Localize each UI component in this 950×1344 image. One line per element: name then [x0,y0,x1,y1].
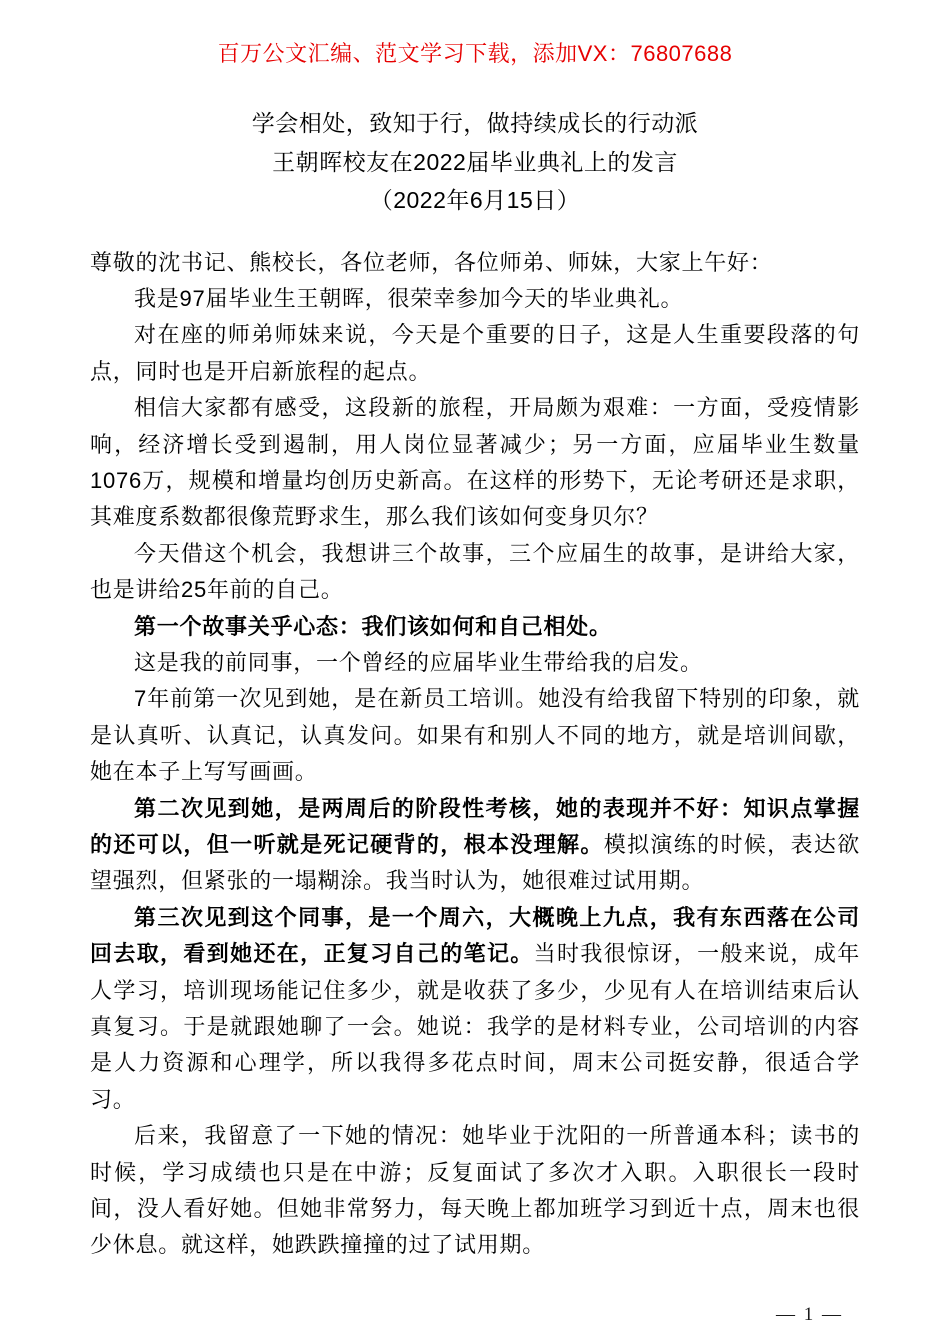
paragraph-text: 尊敬的沈书记、熊校长，各位老师，各位师弟、师妹，大家上午好： [90,249,773,275]
paragraph [90,390,860,536]
paragraph-bold-text: 第二次见到她，是两周后的阶段性考核，她的表现并不好：知识点掌握的还可以，但一听就是死记硬背的，根本没理解。 [90,795,860,857]
paragraph [90,609,860,645]
paragraph [90,791,860,900]
paragraph-text: 模拟演练的时候，表达欲望强烈，但紧张的一塌糊涂。我当时认为，她很难过试用期。 [90,832,860,894]
paragraph [90,681,860,790]
paragraph-text: 我是97届毕业生王朝晖，很荣幸参加今天的毕业典礼。 [134,285,684,311]
paragraph [90,317,860,390]
document-subtitle: 王朝晖校友在2022届毕业典礼上的发言 [272,148,678,175]
paragraph [90,245,860,281]
paragraph [90,645,860,681]
paragraph-bold-text: 第三次见到这个同事，是一个周六，大概晚上九点，我有东西落在公司回去取，看到她还在，正复习自己的笔记。 [90,904,860,967]
promo-notice: 百万公文汇编、范文学习下载，添加VX：76807688 [217,41,733,66]
document-body [90,245,860,1264]
paragraph [90,536,860,609]
page-number: — 1 — [776,1304,843,1325]
document-date: （2022年6月15日） [369,187,581,213]
paragraph-text: 当时我很惊讶，一般来说，成年人学习，培训现场能记住多少，就是收获了多少，少见有人在培训结束后认真复习。于是就跟她聊了一会。她说：我学的是材料专业，公司培训的内容是人力资源和心理学，所以我得多花点时间，周末公司挺安静，很适合学习。 [90,941,860,1112]
paragraph-text: 对在座的师弟师妹来说，今天是个重要的日子，这是人生重要段落的句点，同时也是开启新旅程的起点。 [90,322,860,384]
paragraph [90,900,860,1118]
paragraph [90,1118,860,1264]
paragraph-bold-text: 第一个故事关乎心态：我们该如何和自己相处。 [134,613,612,639]
paragraph-text: 这是我的前同事，一个曾经的应届毕业生带给我的启发。 [134,649,703,675]
paragraph-text: 今天借这个机会，我想讲三个故事，三个应届生的故事，是讲给大家，也是讲给25年前的自己。 [90,540,860,603]
document-title: 学会相处，致知于行，做持续成长的行动派 [251,110,699,136]
paragraph-text: 后来，我留意了一下她的情况：她毕业于沈阳的一所普通本科；读书的时候，学习成绩也只是在中游；反复面试了多次才入职。入职很长一段时间，没人看好她。但她非常努力，每天晚上都加班学习到近十点，周末也很少休息。就这样，她跌跌撞撞的过了试用期。 [90,1123,860,1258]
title-block [0,104,950,220]
paragraph [90,281,860,317]
paragraph-text: 相信大家都有感受，这段新的旅程，开局颇为艰难：一方面，受疫情影响，经济增长受到遏制，用人岗位显著减少；另一方面，应届毕业生数量1076万，规模和增量均创历史新高。在这样的形势下，无论考研还是求职，其难度系数都很像荒野求生，那么我们该如何变身贝尔？ [90,395,860,530]
paragraph-text: 7年前第一次见到她，是在新员工培训。她没有给我留下特别的印象，就是认真听、认真记，认真发问。如果有和别人不同的地方，就是培训间歇，她在本子上写写画画。 [90,686,860,785]
